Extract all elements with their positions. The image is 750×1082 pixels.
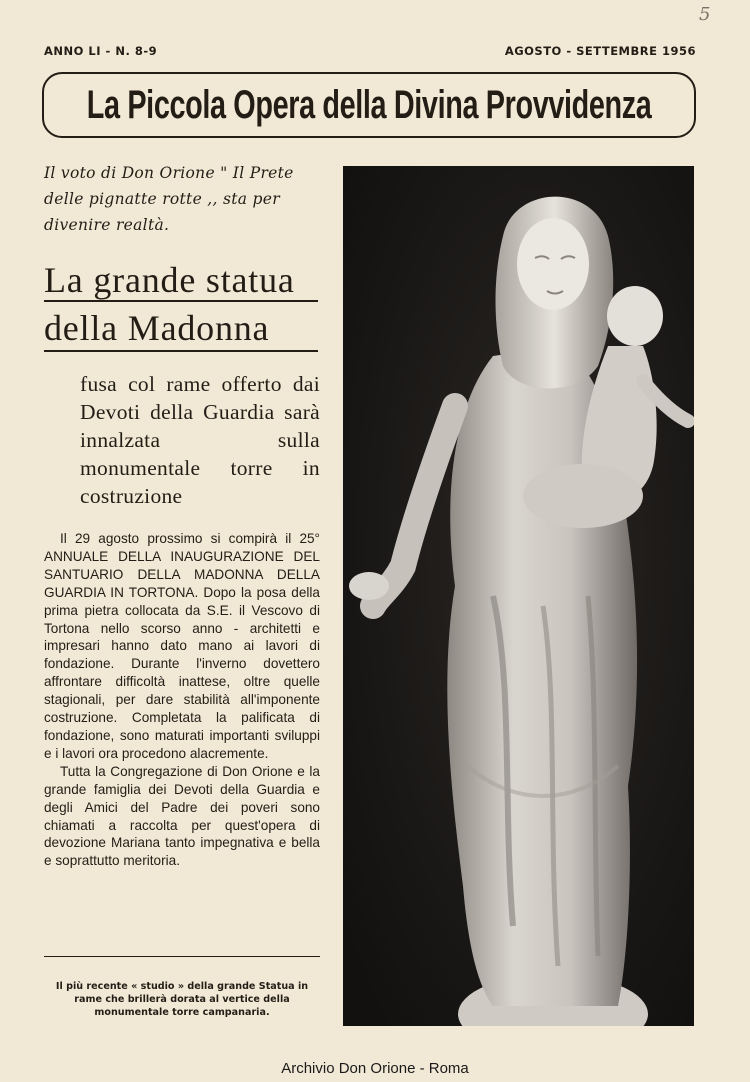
madonna-statue-illustration <box>343 166 694 1026</box>
caption-rule <box>44 956 320 957</box>
masthead-frame <box>42 72 696 138</box>
madonna-statue-photo <box>343 166 694 1026</box>
archive-watermark: Archivio Don Orione - Roma <box>281 1060 469 1077</box>
page-corner-mark: 5 <box>699 4 711 25</box>
article-deck: fusa col rame offerto dai Devoti della Guardia sarà innalzata sulla monumentale torre in costruzione <box>80 372 320 508</box>
headline-rule-1 <box>44 300 318 302</box>
headline-line-2: della Madonna <box>44 308 270 348</box>
headline-line-1: La grande statua <box>44 260 295 300</box>
body-paragraph-1: Il 29 agosto prossimo si compirà il 25° ANNUALE DELLA INAUGURAZIONE DEL SANTUARIO DELLA MADONNA DELLA GUARDIA IN TORTONA. Dopo la posa della prima pietra collocata da S.E. il Vescovo di Tortona nello scorso anno - architetti e impresari hanno dato mano ai lavori di fondazione. Durante l'inverno dovettero affrontare difficoltà inattese, oltre quelle stagionali, per dare stabilità all'imponente costruzione. Completata la palificata di fondazione, sono maturati importanti sviluppi e i lavori ora procedono alacremente. <box>44 531 320 761</box>
headline-rule-2 <box>44 350 318 352</box>
article-body <box>44 530 320 870</box>
photo-caption: Il più recente « studio » della grande Statua in rame che brillerà dorata al vertice della monumentale torre campanaria. <box>55 981 309 1018</box>
article-subtitle: Il voto di Don Orione " Il Prete delle pignatte rotte ,, sta per divenire realtà. <box>44 164 294 234</box>
masthead-title: La Piccola Opera della Divina Provvidenza <box>86 83 652 127</box>
issue-date: AGOSTO - SETTEMBRE 1956 <box>504 44 696 58</box>
issue-number: ANNO LI - N. 8-9 <box>44 44 158 58</box>
body-paragraph-2: Tutta la Congregazione di Don Orione e la grande famiglia dei Devoti della Guardia e degli Amici del Padre dei poveri sono chiamati a raccolta per quest'opera di devozione Mariana tanto impegnativa e bella e soprattutto meritoria. <box>44 763 320 869</box>
